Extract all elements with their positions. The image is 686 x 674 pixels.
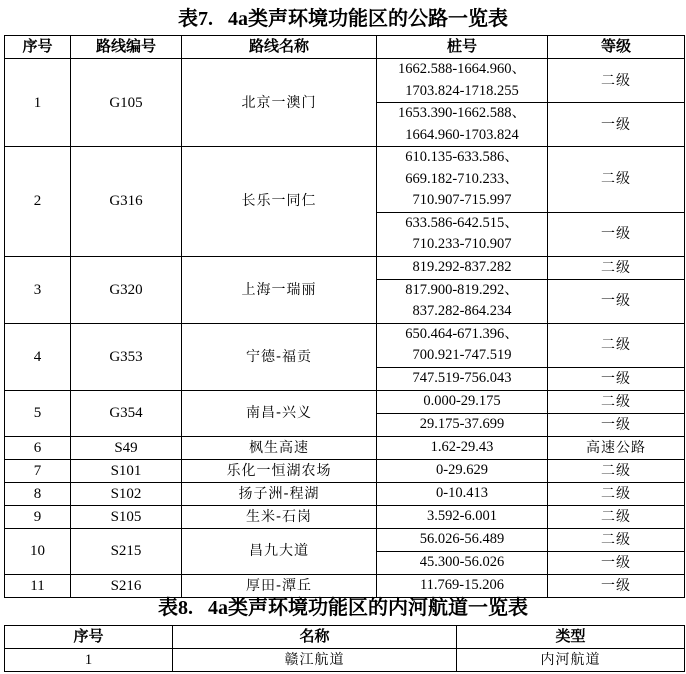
station-line: 3.592-6.001 [426,507,498,524]
cell-grade: 一级 [548,413,685,436]
cell-station [377,436,548,459]
cell-grade: 二级 [548,323,685,367]
header-route-code: 路线编号 [71,36,182,59]
station-line: 747.519-756.043 [412,369,512,386]
cell-station [377,505,548,528]
station-line: 1662.588-1664.960、 [397,61,527,77]
cell-seq: 9 [5,505,71,528]
cell-route-name: 生米-石岗 [182,505,377,528]
cell-station [377,279,548,323]
cell-name: 赣江航道 [173,649,457,672]
road-table [4,35,685,598]
cell-station [377,528,548,551]
cell-station [377,390,548,413]
station-line: 0-29.629 [436,461,488,478]
cell-grade: 一级 [548,212,685,256]
cell-grade: 一级 [548,574,685,597]
station-line: 29.175-37.699 [419,415,505,432]
cell-station [377,551,548,574]
cell-route-name: 厚田-潭丘 [182,574,377,597]
cell-seq: 5 [5,390,71,436]
cell-station [377,103,548,147]
waterway-table [4,625,685,672]
cell-route-name: 枫生高速 [182,436,377,459]
table-row [5,528,685,551]
table-row [5,574,685,597]
cell-station [377,482,548,505]
cell-route-name: 扬子洲-程湖 [182,482,377,505]
station-line: 633.586-642.515、 [405,214,519,231]
header-name: 名称 [173,626,457,649]
cell-station [377,323,548,367]
header-seq: 序号 [5,36,71,59]
cell-route-code: S49 [71,436,182,459]
table-row [5,459,685,482]
table-row [5,505,685,528]
road-table-body [5,59,685,598]
cell-route-name: 宁德-福贡 [182,323,377,390]
cell-grade: 二级 [548,459,685,482]
station-line: 1.62-29.43 [430,438,494,455]
road-table-header-row [5,36,685,59]
cell-station [377,256,548,279]
waterway-table-header-row [5,626,685,649]
table-row [5,390,685,413]
table-row [5,649,685,672]
station-line: 710.907-715.997 [412,192,512,208]
cell-grade: 一级 [548,103,685,147]
header-grade: 等级 [548,36,685,59]
cell-station [377,212,548,256]
cell-station [377,459,548,482]
cell-seq: 4 [5,323,71,390]
table-row [5,323,685,367]
cell-seq: 1 [5,649,173,672]
header-station: 桩号 [377,36,548,59]
table-row [5,436,685,459]
cell-seq: 3 [5,256,71,323]
cell-route-code: G105 [71,59,182,147]
header-type: 类型 [457,626,685,649]
station-line: 669.182-710.233、 [405,170,519,187]
cell-route-name: 乐化一恒湖农场 [182,459,377,482]
cell-grade: 二级 [548,390,685,413]
cell-station [377,59,548,103]
station-line: 0.000-29.175 [423,392,501,409]
cell-route-code: S215 [71,528,182,574]
cell-station [377,413,548,436]
table-row [5,482,685,505]
station-line: 1664.960-1703.824 [405,126,519,143]
cell-grade: 二级 [548,482,685,505]
station-line: 56.026-56.489 [419,530,505,547]
cell-route-code: G353 [71,323,182,390]
table-row [5,256,685,279]
station-line: 610.135-633.586、 [405,149,519,165]
cell-seq: 10 [5,528,71,574]
cell-station [377,367,548,390]
cell-seq: 2 [5,147,71,257]
station-line: 819.292-837.282 [412,258,512,275]
table7-caption: 表7. 4a类声环境功能区的公路一览表 [178,8,508,30]
cell-route-name: 昌九大道 [182,528,377,574]
cell-grade: 一级 [548,279,685,323]
cell-route-name: 上海一瑞丽 [182,256,377,323]
cell-type: 内河航道 [457,649,685,672]
station-line: 650.464-671.396、 [405,325,519,342]
cell-seq: 8 [5,482,71,505]
cell-grade: 高速公路 [548,436,685,459]
station-line: 1703.824-1718.255 [405,82,519,99]
cell-route-code: S101 [71,459,182,482]
cell-grade: 一级 [548,551,685,574]
table-row [5,147,685,213]
station-line: 700.921-747.519 [412,347,512,363]
cell-route-name: 长乐一同仁 [182,147,377,257]
cell-route-code: G316 [71,147,182,257]
table-row [5,59,685,103]
station-line: 817.900-819.292、 [405,281,519,298]
cell-seq: 7 [5,459,71,482]
cell-route-code: G354 [71,390,182,436]
station-line: 0-10.413 [436,484,488,501]
cell-route-code: S102 [71,482,182,505]
station-line: 45.300-56.026 [419,553,505,570]
cell-grade: 一级 [548,367,685,390]
cell-seq: 1 [5,59,71,147]
header-seq: 序号 [5,626,173,649]
station-line: 837.282-864.234 [412,303,512,319]
cell-seq: 11 [5,574,71,597]
header-route-name: 路线名称 [182,36,377,59]
cell-grade: 二级 [548,528,685,551]
cell-route-code: G320 [71,256,182,323]
cell-grade: 二级 [548,505,685,528]
cell-route-name: 北京一澳门 [182,59,377,147]
cell-route-code: S105 [71,505,182,528]
station-line: 1653.390-1662.588、 [397,105,527,121]
station-line: 11.769-15.206 [419,576,505,593]
cell-route-code: S216 [71,574,182,597]
cell-grade: 二级 [548,256,685,279]
cell-grade: 二级 [548,147,685,213]
cell-grade: 二级 [548,59,685,103]
cell-station [377,574,548,597]
cell-route-name: 南昌-兴义 [182,390,377,436]
station-line: 710.233-710.907 [412,236,512,252]
cell-station [377,147,548,213]
table8-caption: 表8. 4a类声环境功能区的内河航道一览表 [158,597,528,619]
cell-seq: 6 [5,436,71,459]
